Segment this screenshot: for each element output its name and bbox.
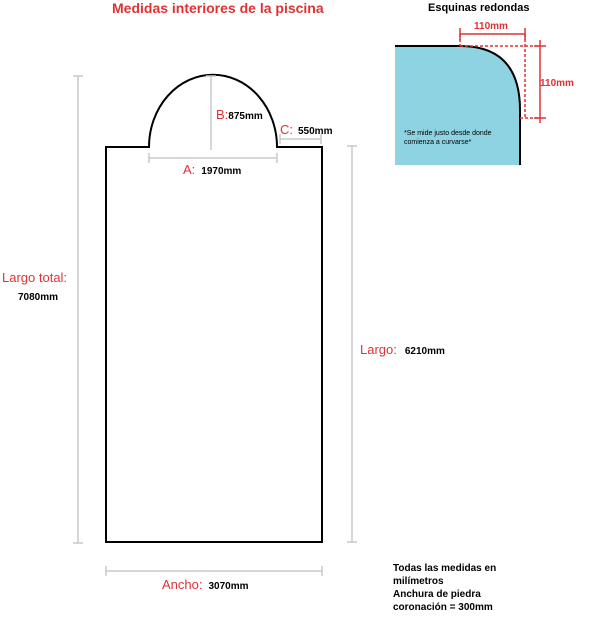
b-dimension (216, 106, 263, 124)
corner-water (395, 46, 520, 165)
b-dim-line (206, 76, 216, 150)
largo-total-value: 7080mm (18, 292, 59, 303)
ancho-dimension (162, 576, 249, 594)
largo-total-dim-line (73, 76, 83, 543)
largo-dimension (360, 341, 445, 359)
ancho-value: 3070mm (208, 581, 249, 592)
a-value: 1970mm (201, 166, 242, 177)
c-value: 550mm (298, 126, 333, 137)
note-line-1: Todas las medidas en (393, 563, 497, 574)
ancho-dim-line (106, 566, 322, 576)
largo-value: 6210mm (404, 346, 445, 357)
b-letter: B: (216, 107, 229, 122)
largo-dim-line (347, 146, 357, 542)
diagram-title: Medidas interiores de la piscina (112, 0, 324, 16)
a-dimension (183, 161, 241, 179)
largo-label: Largo: (360, 342, 397, 357)
pool-outline (106, 75, 322, 542)
c-letter: C: (280, 122, 293, 137)
a-letter: A: (183, 162, 196, 177)
notes-block (393, 562, 496, 614)
c-dimension (280, 121, 332, 139)
ancho-label: Ancho: (162, 577, 203, 592)
note-line-3: Anchura de piedra (393, 589, 481, 600)
b-value: 875mm (228, 111, 263, 122)
note-line-2: milímetros (393, 576, 444, 587)
largo-total-label: Largo total: (2, 270, 68, 285)
corner-title: Esquinas redondas (428, 2, 530, 14)
corner-h-dim-label: 110mm (474, 21, 508, 32)
corner-note: *Se mide justo desde donde comienza a curvarse* (404, 130, 492, 146)
corner-v-dim-label: 110mm (540, 78, 574, 89)
note-line-4: coronación = 300mm (393, 602, 493, 613)
